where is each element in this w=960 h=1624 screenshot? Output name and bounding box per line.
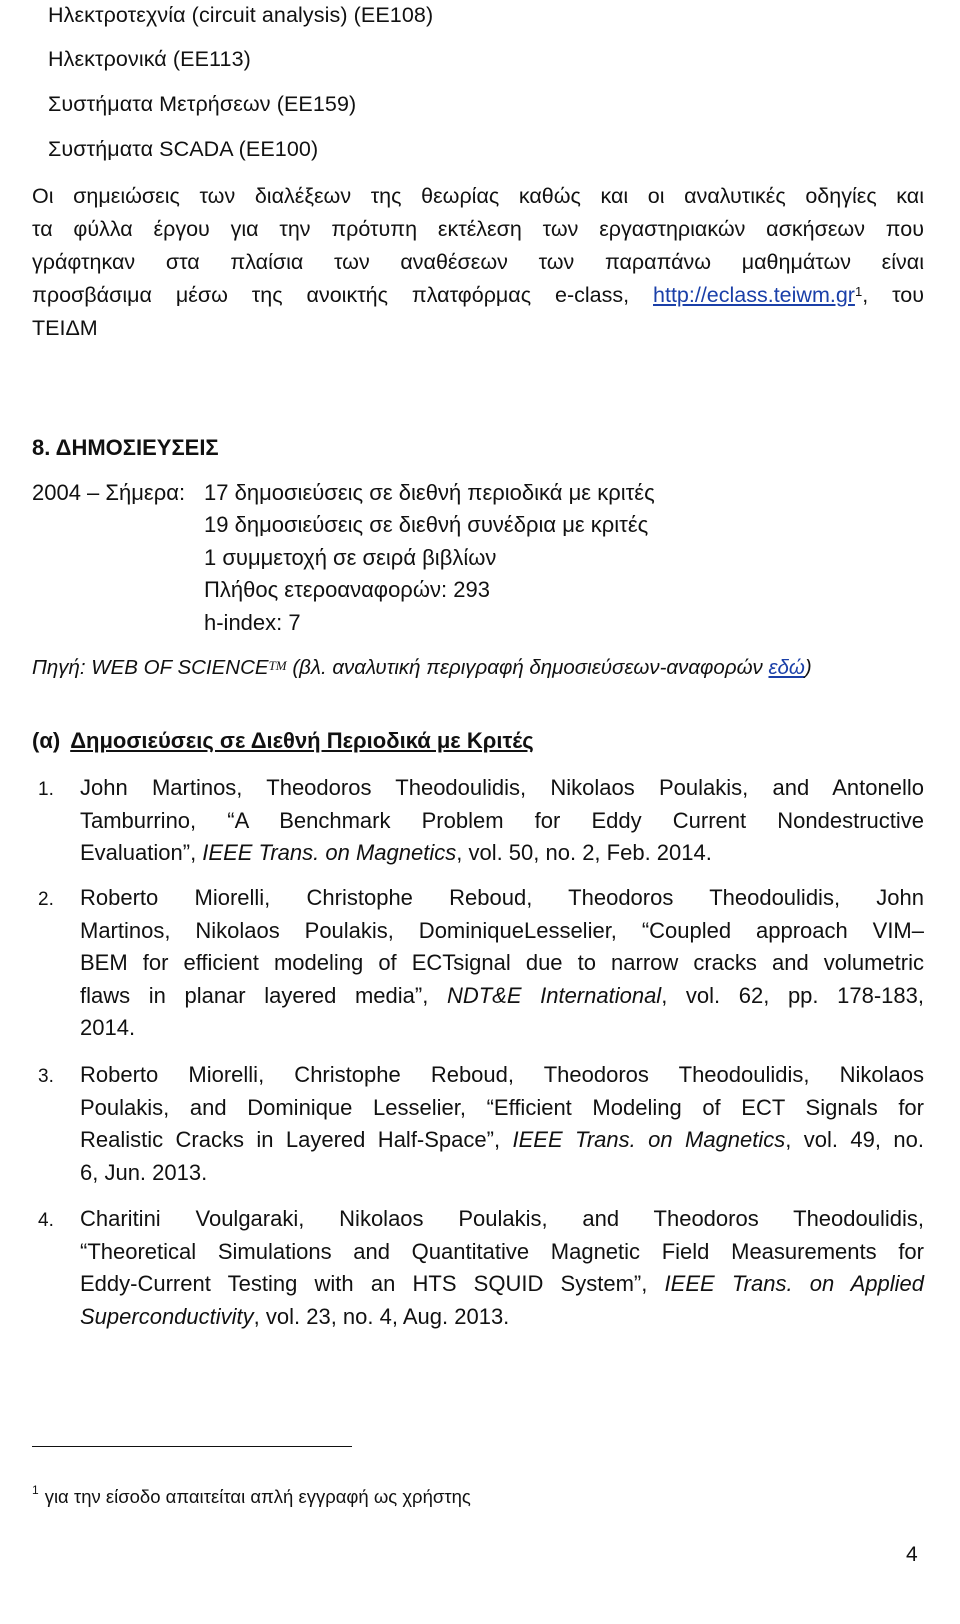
reference-line [80, 980, 924, 1013]
publications-link[interactable]: εδώ [768, 656, 805, 679]
subsection-title [32, 728, 534, 754]
journal-name: IEEE Trans. on Applied [664, 1271, 924, 1296]
footnote-mark: 1 [32, 1483, 39, 1497]
reference-text: flaws in planar layered media”, [80, 982, 447, 1008]
subsection-label: (α) [32, 728, 61, 753]
footnote-separator [32, 1446, 352, 1447]
footnote-mark: 1 [854, 284, 863, 299]
source-line [32, 656, 812, 680]
page-number: 4 [906, 1543, 918, 1566]
paragraph-line: γράφτηκαν στα πλαίσια των αναθέσεων των παραπάνω μαθημάτων είναι [32, 250, 924, 274]
reference-text: , vol. 50, no. 2, Feb. 2014. [456, 840, 712, 865]
reference-line: BEM for efficient modeling of ECTsignal due to narrow cracks and volumetric [80, 950, 924, 975]
reference-number: 1. [38, 779, 54, 800]
reference-item [32, 882, 924, 1045]
summary-item: Πλήθος ετεροαναφορών: 293 [204, 577, 490, 602]
reference-line: Poulakis, and Dominique Lesselier, “Efficient Modeling of ECT Signals for [80, 1094, 924, 1120]
reference-line: 6, Jun. 2013. [80, 1159, 208, 1185]
reference-line [80, 1268, 924, 1301]
paragraph-line: ΤΕΙΔΜ [32, 316, 98, 340]
source-text: Πηγή: WEB OF SCIENCE [32, 656, 269, 679]
reference-text: Evaluation”, [80, 840, 203, 865]
trademark-mark: TM [268, 658, 287, 673]
reference-line: Roberto Miorelli, Christophe Reboud, Theodoros Theodoulidis, John [80, 885, 924, 910]
reference-line: Roberto Miorelli, Christophe Reboud, Theodoros Theodoulidis, Nikolaos [80, 1062, 924, 1087]
reference-number: 4. [38, 1210, 54, 1231]
reference-text: , vol. 49, no. [785, 1127, 924, 1152]
source-text: (βλ. αναλυτική περιγραφή δημοσιεύσεων-αναφορών [286, 656, 769, 679]
course-item: Ηλεκτρονικά (ΕΕ113) [48, 47, 251, 71]
course-item: Συστήματα SCADA (ΕΕ100) [48, 137, 319, 161]
source-text: ) [804, 656, 812, 679]
reference-item [32, 1059, 924, 1189]
reference-line: 2014. [80, 1015, 136, 1040]
journal-name: Superconductivity [80, 1303, 254, 1329]
course-item: Συστήματα Μετρήσεων (ΕΕ159) [48, 92, 357, 116]
reference-line: Tamburrino, “A Benchmark Problem for Eddy Current Nondestructive [80, 807, 924, 833]
journal-name: NDT&E International [446, 982, 662, 1008]
paragraph-text: , του [862, 283, 924, 307]
reference-line: Martinos, Nikolaos Poulakis, DominiqueLesselier, “Coupled approach VIM– [80, 917, 924, 943]
paragraph-line: τα φύλλα έργου για την πρότυπη εκτέλεση των εργαστηριακών ασκήσεων που [32, 217, 924, 241]
journal-name: IEEE Trans. on Magnetics [512, 1127, 786, 1152]
reference-text: Eddy-Current Testing with an HTS SQUID System”, [80, 1271, 665, 1296]
reference-text: Realistic Cracks in Layered Half-Space”, [80, 1127, 513, 1152]
reference-line [80, 1301, 924, 1334]
reference-line: “Theoretical Simulations and Quantitative Magnetic Field Measurements for [80, 1238, 924, 1264]
journal-name: IEEE Trans. on Magnetics [202, 840, 457, 865]
notes-paragraph [32, 180, 924, 345]
summary-item: 17 δημοσιεύσεις σε διεθνή περιοδικά με κριτές [204, 480, 655, 505]
reference-text: , vol. 62, pp. 178-183, [661, 982, 924, 1008]
reference-line: Charitini Voulgaraki, Nikolaos Poulakis, and Theodoros Theodoulidis, [80, 1206, 924, 1231]
reference-text: , vol. 23, no. 4, Aug. 2013. [253, 1303, 510, 1329]
footnote [32, 1483, 471, 1508]
reference-item [32, 772, 924, 870]
summary-item: 19 δημοσιεύσεις σε διεθνή συνέδρια με κριτές [204, 512, 649, 537]
summary-item: h-index: 7 [204, 610, 301, 635]
paragraph-line [32, 279, 924, 312]
reference-line: John Martinos, Theodoros Theodoulidis, Nikolaos Poulakis, and Antonello [80, 775, 924, 800]
subsection-text: Δημοσιεύσεις σε Διεθνή Περιοδικά με Κριτές [70, 728, 534, 753]
reference-line [80, 1124, 924, 1157]
paragraph-text: προσβάσιμα μέσω της ανοικτής πλατφόρμας e-class, [32, 283, 630, 307]
period-label: 2004 – Σήμερα: [32, 480, 186, 505]
footnote-text: για την είσοδο απαιτείται απλή εγγραφή ως χρήστης [44, 1486, 471, 1507]
course-item: Ηλεκτροτεχνία (circuit analysis) (ΕΕ108) [48, 3, 434, 27]
reference-line [80, 837, 924, 870]
paragraph-line: Οι σημειώσεις των διαλέξεων της θεωρίας καθώς και οι αναλυτικές οδηγίες και [32, 184, 924, 208]
reference-number: 3. [38, 1066, 54, 1087]
summary-item: 1 συμμετοχή σε σειρά βιβλίων [204, 545, 497, 570]
reference-item [32, 1203, 924, 1333]
reference-number: 2. [38, 889, 54, 910]
section-title: 8. ΔΗΜΟΣΙΕΥΣΕΙΣ [32, 435, 219, 460]
eclass-link[interactable]: http://eclass.teiwm.gr [653, 283, 855, 307]
